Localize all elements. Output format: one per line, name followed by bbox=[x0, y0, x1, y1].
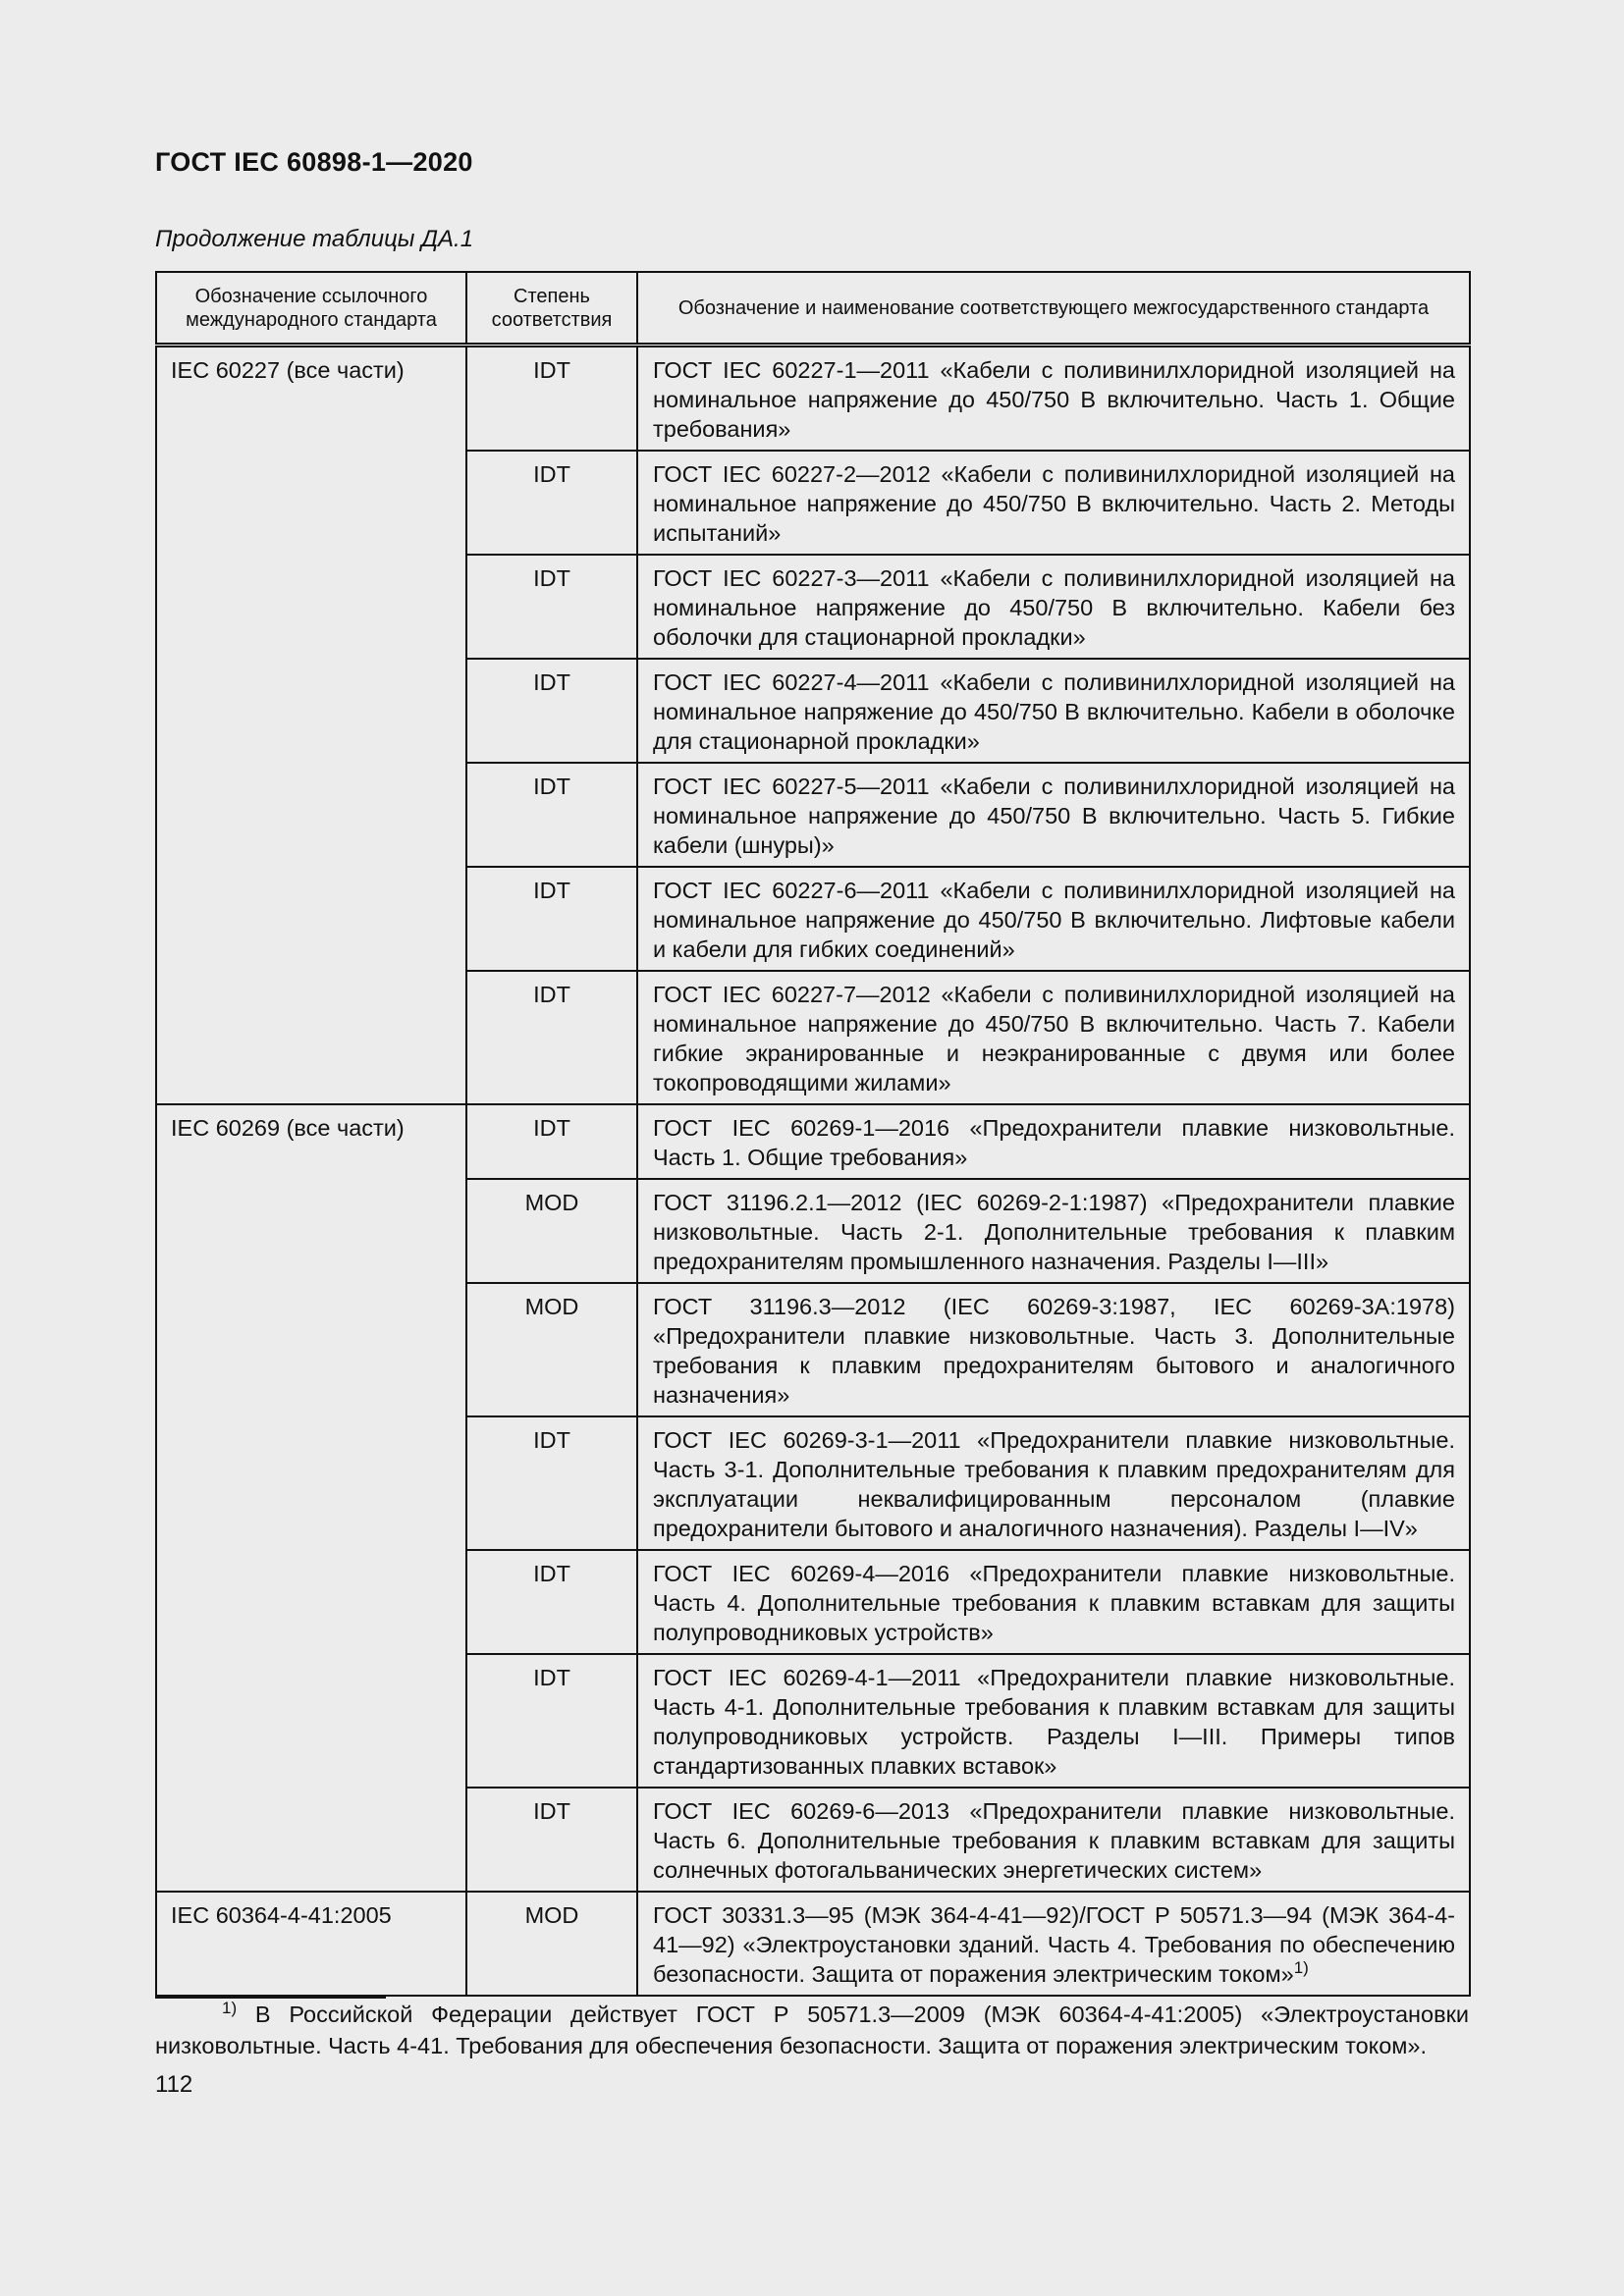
document-title: ГОСТ IEC 60898-1—2020 bbox=[155, 147, 473, 177]
standard-name-text: ГОСТ 31196.2.1—2012 (IEC 60269-2-1:1987) «Предохранители плавкие низковольтные. Часть 2-1. Дополнительные требования к плавким предохранителям промышленного назначения. Разделы I—III» bbox=[653, 1190, 1455, 1274]
degree-cell: MOD bbox=[466, 1283, 637, 1416]
degree-cell: IDT bbox=[466, 1788, 637, 1892]
interstate-standard-cell bbox=[637, 1416, 1470, 1550]
standards-table bbox=[155, 271, 1471, 1997]
table-row bbox=[156, 1892, 1470, 1996]
standard-name-text: ГОСТ 30331.3—95 (МЭК 364-4-41—92)/ГОСТ Р 50571.3—94 (МЭК 364-4-41—92) «Электроустановки зданий. Часть 4. Требования по обеспечению безопасности. Защита от поражения электрическим током» bbox=[653, 1902, 1455, 1987]
standard-name-text: ГОСТ IEC 60227-5—2011 «Кабели с поливинилхлоридной изоляцией на номинальное напряжение до 450/750 В включительно. Часть 5. Гибкие кабели (шнуры)» bbox=[653, 774, 1455, 858]
footnote-mark: 1) bbox=[222, 1999, 238, 2018]
standard-name-text: ГОСТ IEC 60227-4—2011 «Кабели с поливинилхлоридной изоляцией на номинальное напряжение до 450/750 В включительно. Кабели в оболочке для стационарной прокладки» bbox=[653, 669, 1455, 754]
degree-cell: IDT bbox=[466, 659, 637, 763]
standard-name-text: ГОСТ IEC 60227-3—2011 «Кабели с поливинилхлоридной изоляцией на номинальное напряжение до 450/750 В включительно. Кабели без оболочки для стационарной прокладки» bbox=[653, 565, 1455, 650]
standard-name-text: ГОСТ IEC 60227-1—2011 «Кабели с поливинилхлоридной изоляцией на номинальное напряжение до 450/750 В включительно. Часть 1. Общие требования» bbox=[653, 357, 1455, 442]
page-number: 112 bbox=[155, 2071, 193, 2098]
degree-cell: IDT bbox=[466, 1550, 637, 1654]
degree-cell: IDT bbox=[466, 346, 637, 452]
interstate-standard-cell bbox=[637, 659, 1470, 763]
degree-cell: MOD bbox=[466, 1179, 637, 1283]
standard-name-text: ГОСТ IEC 60227-2—2012 «Кабели с поливинилхлоридной изоляцией на номинальное напряжение до 450/750 В включительно. Часть 2. Методы испытаний» bbox=[653, 461, 1455, 546]
standard-name-text: ГОСТ IEC 60269-4-1—2011 «Предохранители плавкие низковольтные. Часть 4-1. Дополнительные требования к плавким вставкам для защиты полупроводниковых устройств. Разделы I—III. Примеры типов стандартизованных плавких вставок» bbox=[653, 1665, 1455, 1779]
degree-cell: IDT bbox=[466, 451, 637, 555]
header-ref-standard: Обозначение ссылочного международного стандарта bbox=[156, 272, 466, 346]
degree-cell: IDT bbox=[466, 763, 637, 867]
footnote-text: В Российской Федерации действует ГОСТ Р 50571.3—2009 (МЭК 60364-4-41:2005) «Электроустановки низковольтные. Часть 4-41. Требования для обеспечения безопасности. Защита от поражения электрическим током». bbox=[155, 2002, 1470, 2058]
interstate-standard-cell bbox=[637, 1179, 1470, 1283]
header-degree: Степень соответствия bbox=[466, 272, 637, 346]
header-interstate-standard: Обозначение и наименование соответствующего межгосударственного стандарта bbox=[637, 272, 1470, 346]
standard-name-text: ГОСТ IEC 60227-7—2012 «Кабели с поливинилхлоридной изоляцией на номинальное напряжение до 450/750 В включительно. Часть 7. Кабели гибкие экранированные и неэкранированные с двумя или более токопроводящими жилами» bbox=[653, 982, 1455, 1095]
degree-cell: IDT bbox=[466, 867, 637, 971]
interstate-standard-cell bbox=[637, 1550, 1470, 1654]
interstate-standard-cell bbox=[637, 763, 1470, 867]
standard-name-text: ГОСТ IEC 60269-6—2013 «Предохранители плавкие низковольтные. Часть 6. Дополнительные требования к плавким вставкам для защиты солнечных фотогальванических энергетических систем» bbox=[653, 1798, 1455, 1883]
interstate-standard-cell bbox=[637, 1892, 1470, 1996]
degree-cell: IDT bbox=[466, 971, 637, 1104]
interstate-standard-cell bbox=[637, 1104, 1470, 1179]
degree-cell: IDT bbox=[466, 555, 637, 659]
table-caption: Продолжение таблицы ДА.1 bbox=[155, 226, 474, 252]
table-body bbox=[156, 346, 1470, 1997]
interstate-standard-cell bbox=[637, 1788, 1470, 1892]
footnote bbox=[155, 1999, 1469, 2061]
interstate-standard-cell bbox=[637, 1654, 1470, 1788]
interstate-standard-cell bbox=[637, 451, 1470, 555]
table-header-row bbox=[156, 272, 1470, 346]
interstate-standard-cell bbox=[637, 971, 1470, 1104]
standard-name-text: ГОСТ IEC 60227-6—2011 «Кабели с поливинилхлоридной изоляцией на номинальное напряжение до 450/750 В включительно. Лифтовые кабели и кабели для гибких соединений» bbox=[653, 878, 1455, 962]
standard-name-text: ГОСТ IEC 60269-3-1—2011 «Предохранители плавкие низковольтные. Часть 3-1. Дополнительные требования к плавким предохранителям для эксплуатации неквалифицированным персоналом (плавкие предохранители бытового и аналогичного назначения). Разделы I—IV» bbox=[653, 1427, 1455, 1541]
standard-name-text: ГОСТ 31196.3—2012 (IEC 60269-3:1987, IEC 60269-3А:1978) «Предохранители плавкие низковольтные. Часть 3. Дополнительные требования к плавким предохранителям бытового и аналогичного назначения» bbox=[653, 1294, 1455, 1408]
table-row bbox=[156, 1104, 1470, 1179]
ref-standard-cell: IEC 60269 (все части) bbox=[156, 1104, 466, 1892]
ref-standard-cell: IEC 60227 (все части) bbox=[156, 346, 466, 1105]
interstate-standard-cell bbox=[637, 867, 1470, 971]
degree-cell: IDT bbox=[466, 1654, 637, 1788]
table-row bbox=[156, 346, 1470, 452]
standard-name-text: ГОСТ IEC 60269-1—2016 «Предохранители плавкие низковольтные. Часть 1. Общие требования» bbox=[653, 1115, 1455, 1170]
degree-cell: IDT bbox=[466, 1104, 637, 1179]
interstate-standard-cell bbox=[637, 1283, 1470, 1416]
interstate-standard-cell bbox=[637, 555, 1470, 659]
interstate-standard-cell bbox=[637, 346, 1470, 452]
ref-standard-cell: IEC 60364-4-41:2005 bbox=[156, 1892, 466, 1996]
degree-cell: MOD bbox=[466, 1892, 637, 1996]
degree-cell: IDT bbox=[466, 1416, 637, 1550]
footnote-reference: 1) bbox=[1293, 1958, 1309, 1978]
standard-name-text: ГОСТ IEC 60269-4—2016 «Предохранители плавкие низковольтные. Часть 4. Дополнительные требования к плавким вставкам для защиты полупроводниковых устройств» bbox=[653, 1561, 1455, 1645]
